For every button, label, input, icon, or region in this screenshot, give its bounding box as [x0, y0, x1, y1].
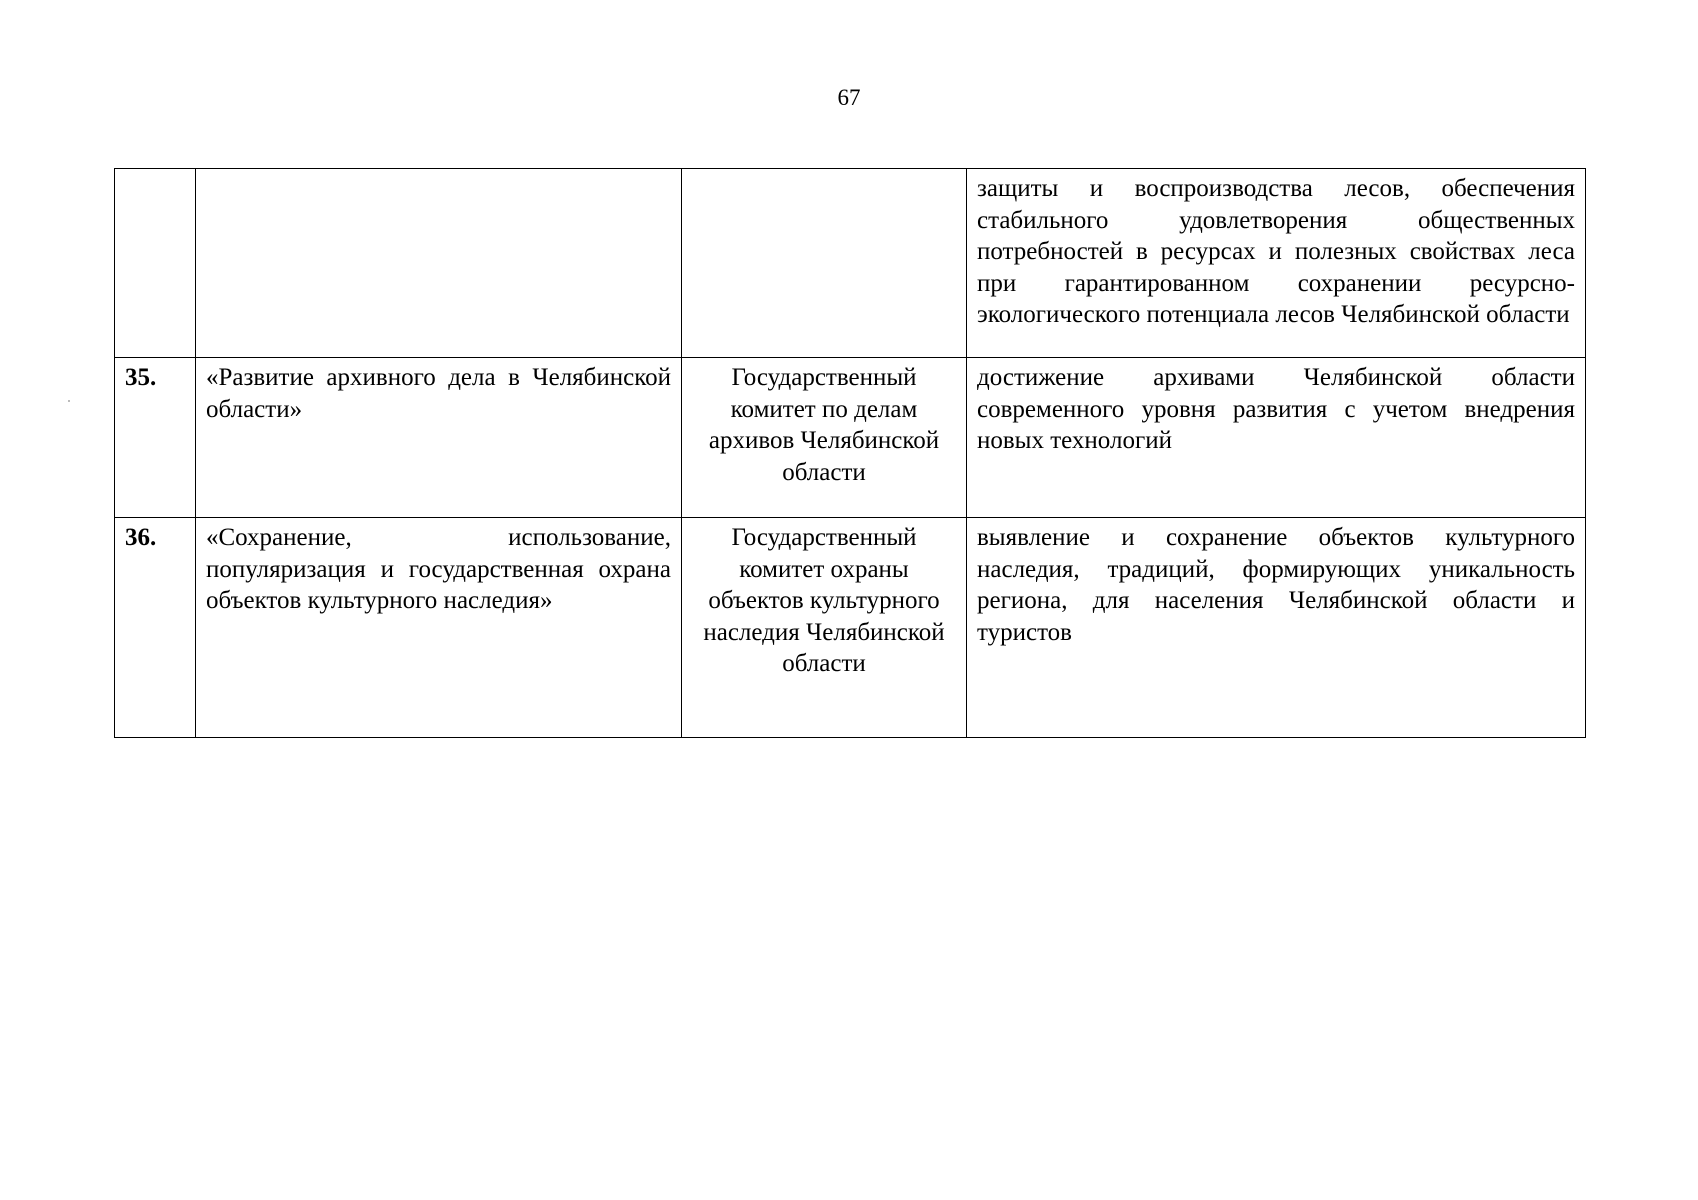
table-row — [115, 169, 1586, 358]
table-row — [115, 358, 1586, 518]
page-number-text: 67 — [837, 85, 861, 110]
row-number-cell: 35. — [115, 358, 196, 518]
program-name-cell: «Сохранение, использование, популяризация и государственная охрана объектов культурного наследия» — [196, 518, 682, 738]
programs-table — [114, 168, 1586, 738]
page-number — [0, 84, 1698, 112]
row-number-cell: 36. — [115, 518, 196, 738]
program-name-cell — [196, 169, 682, 358]
responsible-org-cell: Государственный комитет по делам архивов Челябинской области — [682, 358, 967, 518]
row-number-cell — [115, 169, 196, 358]
program-name-cell: «Развитие архивного дела в Челябинской области» — [196, 358, 682, 518]
program-goal-cell: выявление и сохранение объектов культурного наследия, традиций, формирующих уникальность региона, для населения Челябинской области и туристов — [967, 518, 1586, 738]
program-goal-cell: достижение архивами Челябинской области современного уровня развития с учетом внедрения новых технологий — [967, 358, 1586, 518]
program-goal-cell: защиты и воспроизводства лесов, обеспечения стабильного удовлетворения общественных потребностей в ресурсах и полезных свойствах леса при гарантированном сохранении ресурсно-экологического потенциала лесов Челябинской области — [967, 169, 1586, 358]
scan-artifact — [68, 400, 70, 402]
responsible-org-cell: Государственный комитет охраны объектов культурного наследия Челябинской области — [682, 518, 967, 738]
responsible-org-cell — [682, 169, 967, 358]
table-row — [115, 518, 1586, 738]
